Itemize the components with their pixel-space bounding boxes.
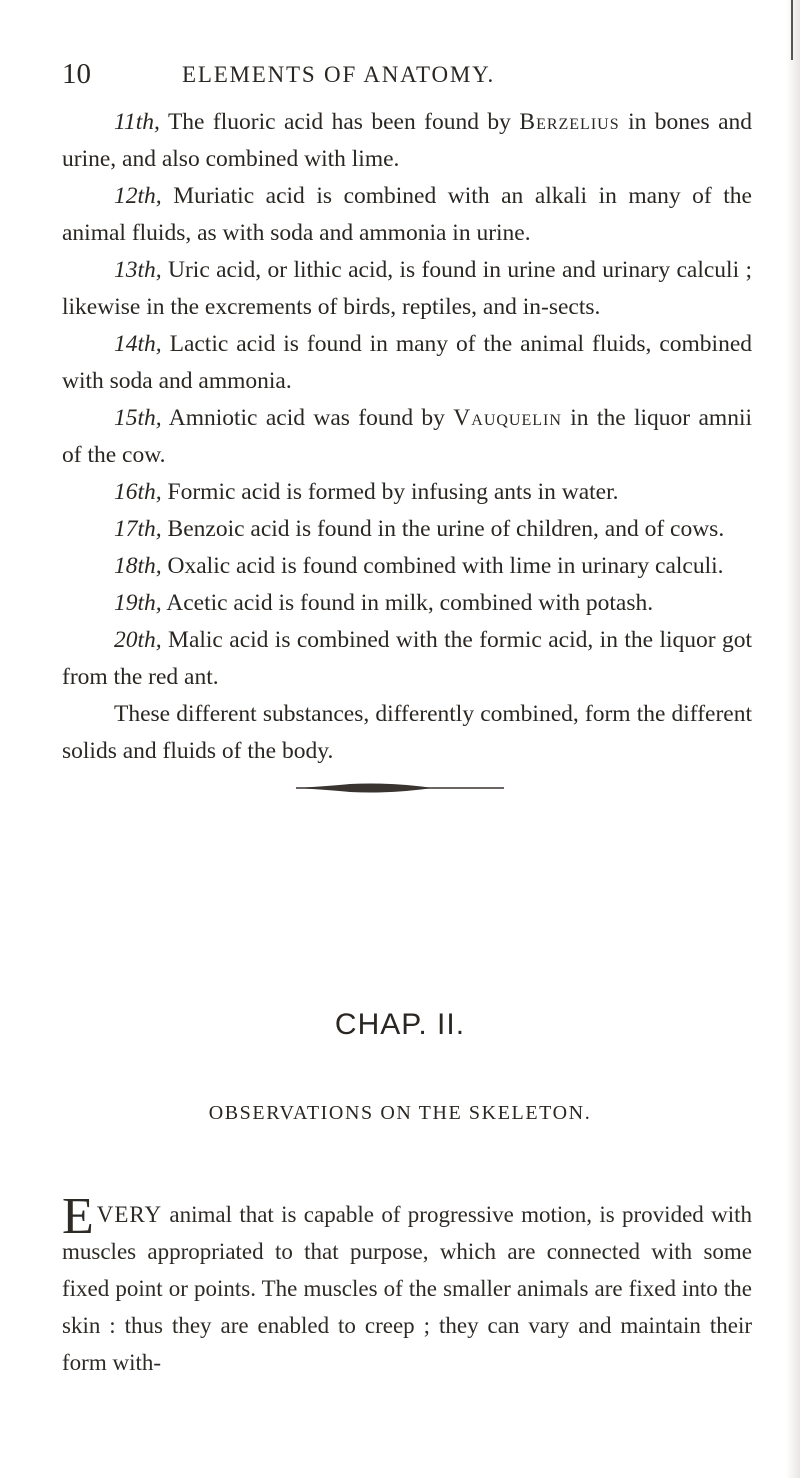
section-title: OBSERVATIONS ON THE SKELETON.	[208, 1102, 592, 1124]
item-number: 17th,	[114, 516, 162, 542]
chapter-text: EVERY animal that is capable of progressive motion, is provided with muscles appropriated to that purpose, which are connected with some fixed point or points. The muscles of the smaller animals are fixed into the skin : thus they are enabled to creep ; they can vary and maintain their form with-	[62, 1188, 752, 1375]
item-number: 15th,	[114, 405, 162, 431]
item-number: 11th,	[114, 109, 160, 135]
page-edge-mark	[791, 0, 793, 60]
item-number: 13th,	[114, 257, 162, 283]
item-number: 20th,	[114, 627, 162, 653]
closing-paragraph: These different substances, differently combined, form the different solids and fluids of the body.	[62, 701, 752, 764]
item-number: 14th,	[114, 331, 162, 357]
list-item: 20th, Malic acid is combined with the formic acid, in the liquor got from the red ant.	[62, 627, 752, 690]
running-head: ELEMENTS OF ANATOMY.	[182, 62, 496, 87]
chapter-paragraph	[62, 1188, 752, 1381]
list-item: 12th, Muriatic acid is combined with an alkali in many of the animal fluids, as with soda and ammonia in urine.	[62, 183, 752, 246]
list-item: 13th, Uric acid, or lithic acid, is found in urine and urinary calculi ; likewise in the excrements of birds, reptiles, and in-sects.	[62, 257, 752, 320]
item-number: 18th,	[114, 553, 162, 579]
list-item: 17th, Benzoic acid is found in the urine of children, and of cows.	[114, 516, 725, 542]
list-item: 18th, Oxalic acid is found combined with lime in urinary calculi.	[114, 553, 724, 579]
list-item: 19th, Acetic acid is found in milk, combined with potash.	[114, 590, 654, 616]
drop-cap: E	[62, 1188, 94, 1245]
item-number: 16th,	[114, 479, 162, 505]
acid-list	[62, 104, 752, 770]
item-number: 19th,	[114, 590, 162, 616]
person-name: Berzelius	[519, 109, 620, 135]
list-item: 14th, Lactic acid is found in many of the animal fluids, combined with soda and ammonia.	[62, 331, 752, 394]
page-edge-shadow	[786, 0, 800, 1478]
page-header	[62, 58, 742, 98]
list-item: 15th, Amniotic acid was found by Vauquelin in the liquor amnii of the cow.	[62, 405, 752, 468]
item-number: 12th,	[114, 183, 162, 209]
person-name: Vauquelin	[453, 405, 562, 431]
list-item: 11th, The fluoric acid has been found by Berzelius in bones and urine, and also combined with lime.	[62, 109, 752, 172]
divider-rule	[0, 778, 800, 798]
cap-rest: VERY	[96, 1202, 163, 1227]
list-item: 16th, Formic acid is formed by infusing ants in water.	[114, 479, 619, 505]
page-number: 10	[62, 58, 91, 90]
chapter-title: CHAP. II.	[334, 1008, 466, 1041]
